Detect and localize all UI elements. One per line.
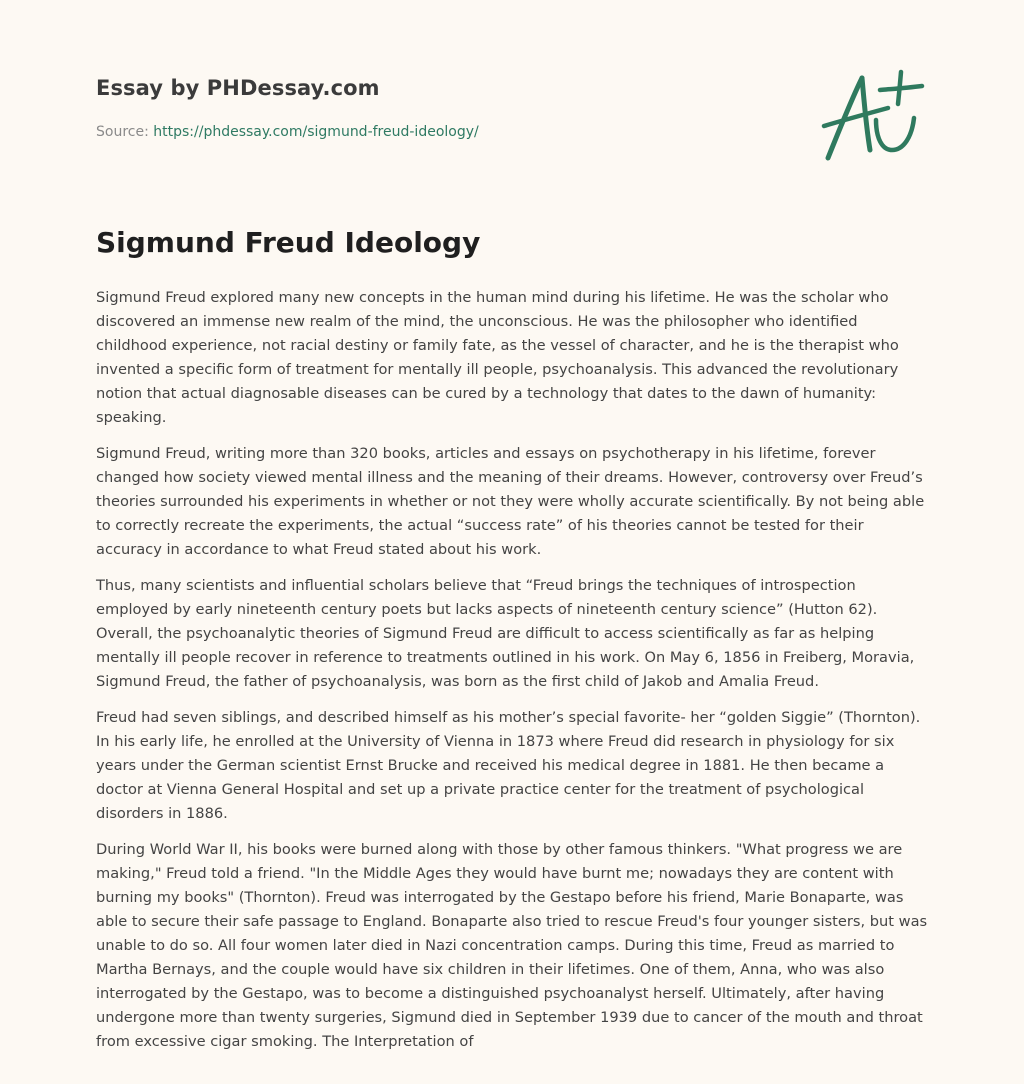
essay-body <box>96 286 932 1066</box>
source-link[interactable]: https://phdessay.com/sigmund-freud-ideology/ <box>153 124 479 140</box>
essay-paragraph: During World War II, his books were burned along with those by other famous thinkers. "What progress we are making," Freud told a friend. "In the Middle Ages they would have burnt me; nowadays they are content with burning my books" (Thornton). Freud was interrogated by the Gestapo before his friend, Marie Bonaparte, was able to secure their safe passage to England. Bonaparte also tried to rescue Freud's four younger sisters, but was unable to do so. All four women later died in Nazi concentration camps. During this time, Freud as married to Martha Bernays, and the couple would have six children in their lifetimes. One of them, Anna, who was also interrogated by the Gestapo, was to become a distinguished psychoanalyst herself. Ultimately, after having undergone more than twenty surgeries, Sigmund died in September 1939 due to cancer of the mouth and throat from excessive cigar smoking. The Interpretation of <box>96 841 928 1050</box>
essay-paragraph: Thus, many scientists and influential scholars believe that “Freud brings the techniques of introspection employed by early nineteenth century poets but lacks aspects of nineteenth century science” (Hutton 62). Overall, the psychoanalytic theories of Sigmund Freud are difficult to access scientifically as far as helping mentally ill people recover in reference to treatments outlined in his work. On May 6, 1856 in Freiberg, Moravia, Sigmund Freud, the father of psychoanalysis, was born as the first child of Jakob and Amalia Freud. <box>96 577 915 690</box>
source-line <box>96 124 479 140</box>
essay-paragraph: Sigmund Freud explored many new concepts in the human mind during his lifetime. He was the scholar who discovered an immense new realm of the mind, the unconscious. He was the philosopher who identified childhood experience, not racial destiny or family fate, as the vessel of character, and he is the therapist who invented a specific form of treatment for mentally ill people, psychoanalysis. This advanced the revolutionary notion that actual diagnosable diseases can be cured by a technology that dates to the dawn of humanity: speaking. <box>96 289 899 426</box>
a-plus-logo-icon <box>818 68 928 164</box>
essay-paragraph: Freud had seven siblings, and described himself as his mother’s special favorite- her “golden Siggie” (Thornton). In his early life, he enrolled at the University of Vienna in 1873 where Freud did research in physiology for six years under the German scientist Ernst Brucke and received his medical degree in 1881. He then became a doctor at Vienna General Hospital and set up a private practice center for the treatment of psychological disorders in 1886. <box>96 709 921 822</box>
source-label: Source: <box>96 124 154 140</box>
essay-title: Sigmund Freud Ideology <box>96 226 481 259</box>
essay-paragraph: Sigmund Freud, writing more than 320 books, articles and essays on psychotherapy in his lifetime, forever changed how society viewed mental illness and the meaning of their dreams. However, controversy over Freud’s theories surrounded his experiments in whether or not they were wholly accurate scientifically. By not being able to correctly recreate the experiments, the actual “success rate” of his theories cannot be tested for their accuracy in accordance to what Freud stated about his work. <box>96 445 925 558</box>
site-title: Essay by PHDessay.com <box>96 76 380 100</box>
